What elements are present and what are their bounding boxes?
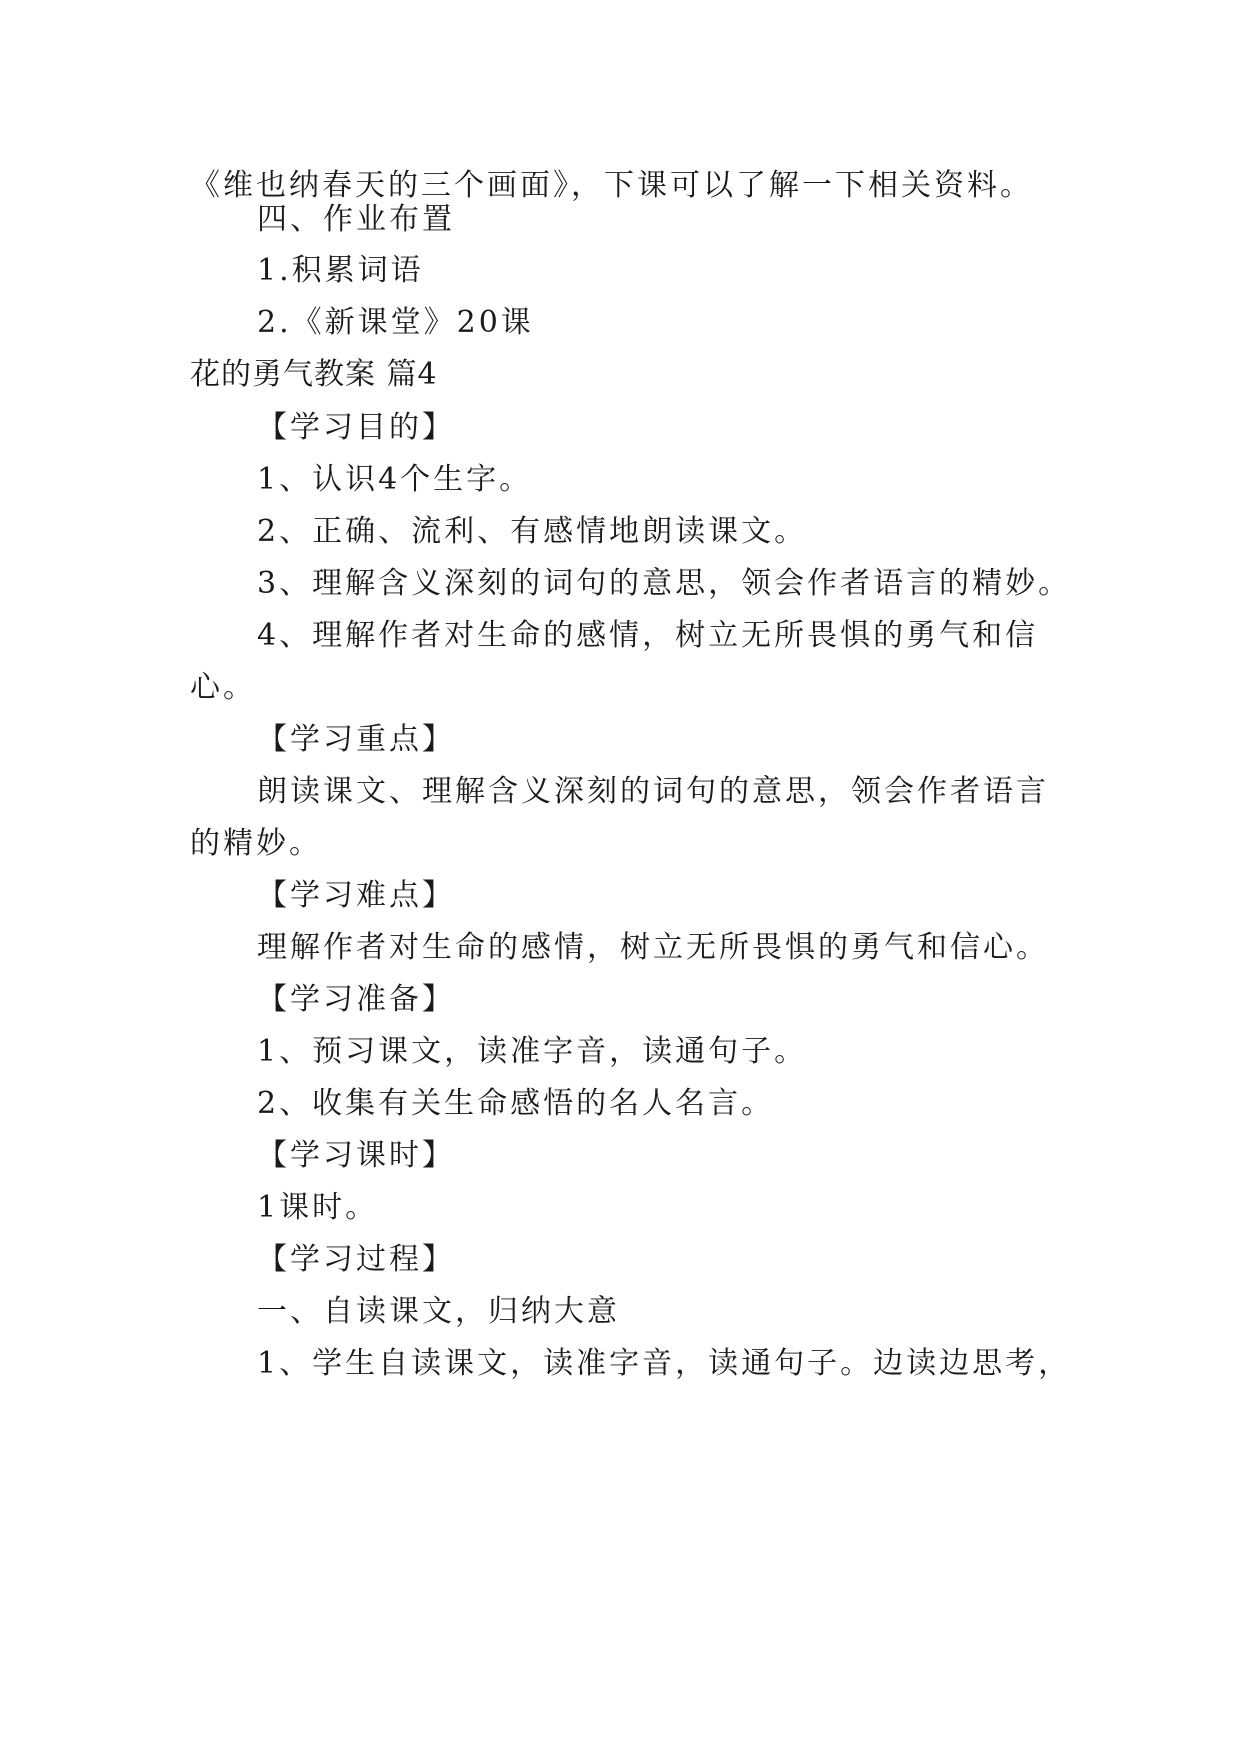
section-title: 花的勇气教案 篇4 [190, 357, 438, 392]
heading-difficulties: 【学习难点】 [257, 878, 455, 913]
paragraph-continuation: 《维也纳春天的三个画面》，下课可以了解一下相关资料。 [190, 168, 1033, 203]
paragraph: 1课时。 [257, 1190, 379, 1225]
list-item-continuation: 心。 [190, 670, 256, 705]
paragraph: 朗读课文、理解含义深刻的词句的意思，领会作者语言 [257, 774, 1049, 809]
list-item: 2、收集有关生命感悟的名人名言。 [257, 1086, 775, 1121]
list-item: 4、理解作者对生命的感情，树立无所畏惧的勇气和信 [257, 618, 1039, 653]
list-item: 1、认识4个生字。 [257, 462, 533, 497]
heading-class-hours: 【学习课时】 [257, 1138, 455, 1173]
paragraph: 理解作者对生命的感情，树立无所畏惧的勇气和信心。 [257, 930, 1049, 965]
paragraph-continuation: 的精妙。 [190, 826, 322, 861]
list-item: 1、预习课文，读准字音，读通句子。 [257, 1034, 808, 1069]
heading-preparation: 【学习准备】 [257, 982, 455, 1017]
heading-objectives: 【学习目的】 [257, 410, 455, 445]
heading-key-points: 【学习重点】 [257, 722, 455, 757]
section-heading-homework: 四、作业布置 [257, 202, 455, 237]
list-item: 2.《新课堂》20课 [257, 305, 534, 340]
list-item: 1、学生自读课文，读准字音，读通句子。边读边思考， [257, 1346, 1072, 1381]
list-item: 1.积累词语 [257, 253, 424, 288]
list-item: 2、正确、流利、有感情地朗读课文。 [257, 514, 808, 549]
list-item: 3、理解含义深刻的词句的意思，领会作者语言的精妙。 [257, 566, 1072, 601]
heading-process: 【学习过程】 [257, 1242, 455, 1277]
step-heading: 一、自读课文，归纳大意 [257, 1294, 620, 1329]
